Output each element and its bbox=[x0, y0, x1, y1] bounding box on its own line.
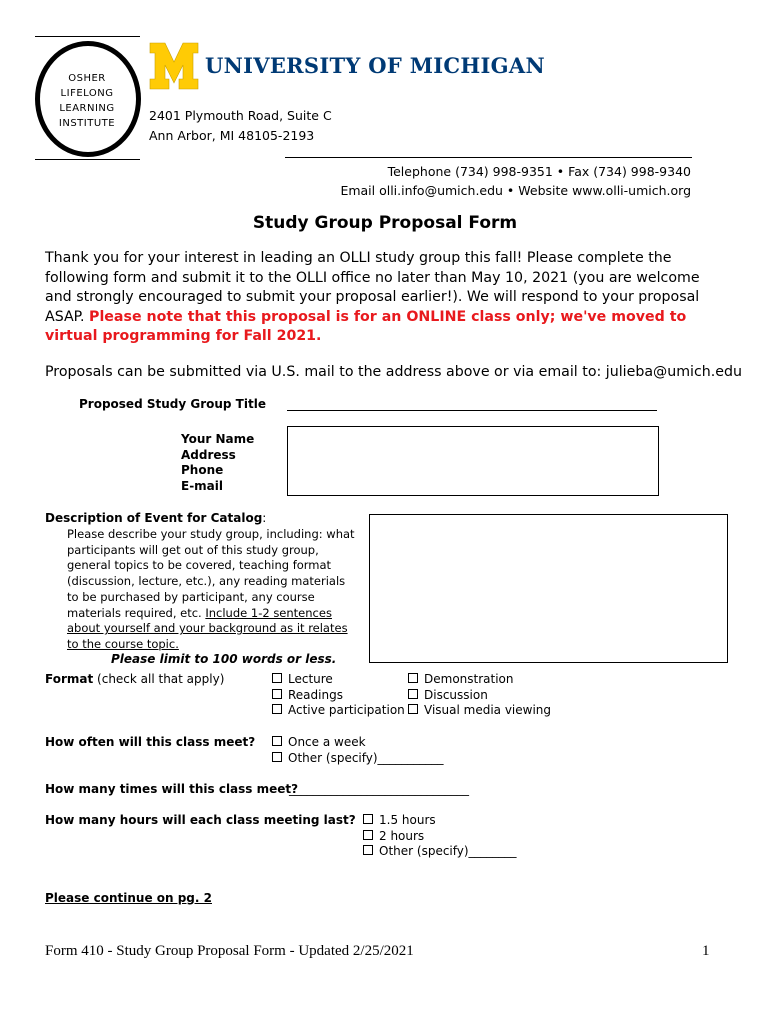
format-option-label: Lecture bbox=[288, 672, 333, 686]
format-note: (check all that apply) bbox=[93, 672, 225, 686]
format-option-visual-media[interactable] bbox=[408, 703, 551, 719]
frequency-option-other[interactable] bbox=[272, 751, 444, 767]
checkbox-icon[interactable] bbox=[272, 736, 282, 746]
checkbox-icon[interactable] bbox=[408, 704, 418, 714]
checkbox-icon[interactable] bbox=[363, 814, 373, 824]
hours-option-label: 2 hours bbox=[379, 828, 425, 843]
description-heading bbox=[45, 511, 266, 525]
checkbox-icon[interactable] bbox=[363, 845, 373, 855]
word-limit-note: Please limit to 100 words or less. bbox=[111, 652, 337, 666]
hours-option-other[interactable] bbox=[363, 844, 517, 860]
university-name: UNIVERSITY OF MICHIGAN bbox=[205, 53, 545, 78]
frequency-option-weekly[interactable] bbox=[272, 735, 444, 751]
study-title-label: Proposed Study Group Title bbox=[79, 397, 266, 411]
olli-logo-text bbox=[55, 71, 119, 131]
hours-label: How many hours will each class meeting last? bbox=[45, 813, 356, 827]
header-rule-top bbox=[35, 36, 140, 37]
times-field[interactable]: ______________________________ bbox=[289, 782, 469, 796]
description-instructions bbox=[67, 527, 359, 653]
format-option-label: Demonstration bbox=[424, 672, 514, 686]
submission-instructions: Proposals can be submitted via U.S. mail to the address above or via email to: julieba@umich.edu bbox=[45, 364, 743, 380]
frequency-option-label: Other (specify)___________ bbox=[288, 750, 444, 765]
format-label-text: Format bbox=[45, 672, 94, 686]
continue-note: Please continue on pg. 2 bbox=[45, 891, 212, 905]
hours-option-2[interactable] bbox=[363, 829, 517, 845]
description-heading-colon: : bbox=[262, 511, 267, 525]
checkbox-icon[interactable] bbox=[408, 689, 418, 699]
description-body: Please describe your study group, including: what participants will get out of this study group, general topics to be covered, teaching format (discussion, lecture, etc.), any reading materials to be purchased by participant, any course materials required, etc. bbox=[67, 527, 355, 620]
footer-form-id: Form 410 - Study Group Proposal Form - Updated 2/25/2021 bbox=[45, 943, 414, 959]
format-option-label: Visual media viewing bbox=[424, 703, 552, 718]
format-option-active-participation[interactable] bbox=[272, 703, 405, 719]
address-line-1: 2401 Plymouth Road, Suite C bbox=[149, 108, 332, 123]
study-title-field[interactable] bbox=[287, 410, 657, 411]
contact-email-web: Email olli.info@umich.edu • Website www.olli-umich.org bbox=[340, 183, 691, 198]
format-option-discussion[interactable] bbox=[408, 688, 551, 704]
checkbox-icon[interactable] bbox=[363, 830, 373, 840]
format-option-label: Readings bbox=[288, 687, 343, 702]
page-number: 1 bbox=[702, 943, 710, 959]
phone-label: Phone bbox=[181, 463, 224, 477]
checkbox-icon[interactable] bbox=[408, 673, 418, 683]
hours-option-1-5[interactable] bbox=[363, 813, 517, 829]
contact-info-box[interactable] bbox=[287, 426, 659, 496]
hours-options bbox=[363, 813, 517, 860]
name-label: Your Name bbox=[181, 432, 255, 446]
format-option-label: Active participation bbox=[288, 703, 405, 718]
contact-phone-fax: Telephone (734) 998-9351 • Fax (734) 998-9340 bbox=[387, 164, 691, 179]
online-notice: Please note that this proposal is for an ONLINE class only; we've moved to virtual programming for Fall 2021. bbox=[45, 308, 687, 344]
frequency-options bbox=[272, 735, 444, 766]
format-label bbox=[45, 672, 224, 688]
checkbox-icon[interactable] bbox=[272, 689, 282, 699]
format-col-1 bbox=[272, 672, 405, 719]
checkbox-icon[interactable] bbox=[272, 673, 282, 683]
format-option-readings[interactable] bbox=[272, 688, 405, 704]
email-label: E-mail bbox=[181, 478, 224, 493]
olli-line-1: OSHER bbox=[68, 73, 106, 84]
description-box[interactable] bbox=[369, 514, 728, 663]
frequency-label: How often will this class meet? bbox=[45, 735, 256, 749]
format-option-lecture[interactable] bbox=[272, 672, 405, 688]
hours-option-label: Other (specify)________ bbox=[379, 844, 517, 859]
block-m-logo bbox=[149, 41, 199, 90]
address-line-2: Ann Arbor, MI 48105-2193 bbox=[149, 128, 315, 143]
description-heading-text: Description of Event for Catalog bbox=[45, 511, 263, 525]
olli-line-3: LEARNING bbox=[59, 103, 115, 114]
description-bio-note: Include 1-2 sentences about yourself and your background as it relates to the course topic. bbox=[67, 605, 348, 651]
intro-paragraph bbox=[45, 249, 720, 347]
format-option-label: Discussion bbox=[424, 687, 488, 702]
times-label: How many times will this class meet? bbox=[45, 782, 299, 796]
contact-rule bbox=[285, 157, 692, 158]
checkbox-icon[interactable] bbox=[272, 752, 282, 762]
hours-option-label: 1.5 hours bbox=[379, 813, 436, 827]
frequency-option-label: Once a week bbox=[288, 735, 366, 749]
address-label: Address bbox=[181, 447, 236, 462]
format-col-2 bbox=[408, 672, 551, 719]
intro-text: Thank you for your interest in leading an OLLI study group this fall! Please complete the following form and submit it to the OLLI office no later than May 10, 2021 (you are welcome and strongly encouraged to submit your proposal earlier!). We will respond to your proposal ASAP. bbox=[45, 250, 700, 325]
olli-line-4: INSTITUTE bbox=[58, 118, 116, 129]
olli-line-2: LIFELONG bbox=[60, 88, 114, 99]
checkbox-icon[interactable] bbox=[272, 704, 282, 714]
format-option-demonstration[interactable] bbox=[408, 672, 551, 688]
header-rule-bottom bbox=[35, 159, 140, 160]
page-title: Study Group Proposal Form bbox=[252, 213, 518, 233]
contact-labels bbox=[181, 432, 254, 494]
